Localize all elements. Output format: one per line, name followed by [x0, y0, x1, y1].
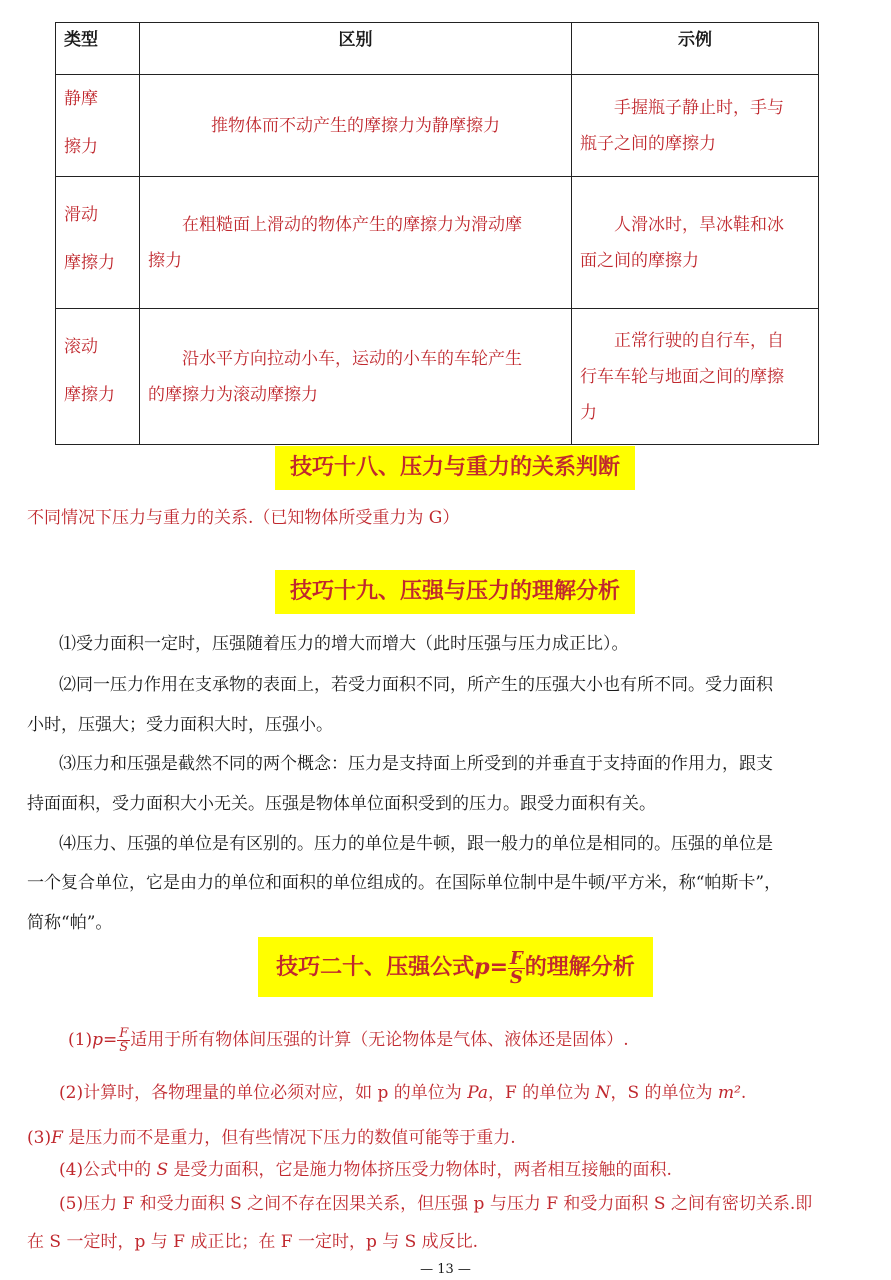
- tip20-item-5-line-1: (5)压力 F 和受力面积 S 之间不存在因果关系，但压强 p 与压力 F 和受力面积 S 之间有密切关系.即: [59, 1194, 813, 1214]
- desc-static: 推物体而不动产生的摩擦力为静摩擦力: [140, 75, 572, 177]
- friction-types-table: [55, 22, 819, 445]
- tip18-text: 不同情况下压力与重力的关系.（已知物体所受重力为 G）: [27, 508, 460, 528]
- tip20-item-5-line-2: 在 S 一定时，p 与 F 成正比；在 F 一定时，p 与 S 成反比.: [27, 1232, 479, 1252]
- header-example: 示例: [572, 23, 819, 75]
- tip19-line-7: 一个复合单位，它是由力的单位和面积的单位组成的。在国际单位制中是牛顿/平方米，称“帕斯卡”，: [27, 873, 782, 893]
- table-header-row: [56, 23, 819, 75]
- tip19-line-8: 简称“帕”。: [27, 913, 113, 933]
- tip19-title: 技巧十九、压强与压力的理解分析: [275, 570, 635, 614]
- page-number: — 13 —: [420, 1262, 471, 1277]
- item1-fraction: $\frac{F}{S}$: [119, 1026, 129, 1055]
- tip20-item-1: (1)p= $\frac{F}{S}$ 适用于所有物体间压强的计算（无论物体是气体、液体还是固体）.: [68, 1026, 629, 1055]
- tip19-line-5: 持面面积，受力面积大小无关。压强是物体单位面积受到的压力。跟受力面积有关。: [27, 794, 656, 814]
- desc-rolling: 沿水平方向拉动小车，运动的小车的车轮产生 的摩擦力为滚动摩擦力: [140, 309, 572, 445]
- tip19-line-4: ⑶压力和压强是截然不同的两个概念：压力是支持面上所受到的并垂直于支持面的作用力，跟支: [59, 754, 773, 774]
- tip19-line-6: ⑷压力、压强的单位是有区别的。压力的单位是牛顿，跟一般力的单位是相同的。压强的单位是: [59, 834, 773, 854]
- tip19-line-2: ⑵同一压力作用在支承物的表面上，若受力面积不同，所产生的压强大小也有所不同。受力面积: [59, 675, 773, 695]
- type-static: 静摩 擦力: [56, 75, 140, 177]
- tip20-item-4: (4)公式中的 S 是受力面积，它是施力物体挤压受力物体时，两者相互接触的面积.: [59, 1160, 672, 1180]
- tip19-line-1: ⑴受力面积一定时，压强随着压力的增大而增大（此时压强与压力成正比）。: [59, 634, 629, 654]
- type-sliding: 滑动 摩擦力: [56, 177, 140, 309]
- desc-sliding: 在粗糙面上滑动的物体产生的摩擦力为滑动摩 擦力: [140, 177, 572, 309]
- table-row: [56, 177, 819, 309]
- table-row: [56, 75, 819, 177]
- tip20-item-2: (2)计算时，各物理量的单位必须对应，如 p 的单位为 Pa，F 的单位为 N，S 的单位为 m².: [59, 1083, 747, 1103]
- header-type: 类型: [56, 23, 140, 75]
- tip20-item-3: (3)F 是压力而不是重力，但有些情况下压力的数值可能等于重力.: [27, 1128, 516, 1148]
- tip18-title: 技巧十八、压力与重力的关系判断: [275, 446, 635, 490]
- header-difference: 区别: [140, 23, 572, 75]
- table-row: [56, 309, 819, 445]
- example-rolling: 正常行驶的自行车，自 行车车轮与地面之间的摩擦 力: [572, 309, 819, 445]
- example-static: 手握瓶子静止时，手与 瓶子之间的摩擦力: [572, 75, 819, 177]
- type-rolling: 滚动 摩擦力: [56, 309, 140, 445]
- example-sliding: 人滑冰时，旱冰鞋和冰 面之间的摩擦力: [572, 177, 819, 309]
- tip20-title: 技巧二十、压强公式p= $\frac{F}{S}$ 的理解分析: [258, 937, 653, 997]
- tip19-line-3: 小时，压强大；受力面积大时，压强小。: [27, 715, 333, 735]
- formula-fraction: $\frac{F}{S}$: [509, 947, 523, 988]
